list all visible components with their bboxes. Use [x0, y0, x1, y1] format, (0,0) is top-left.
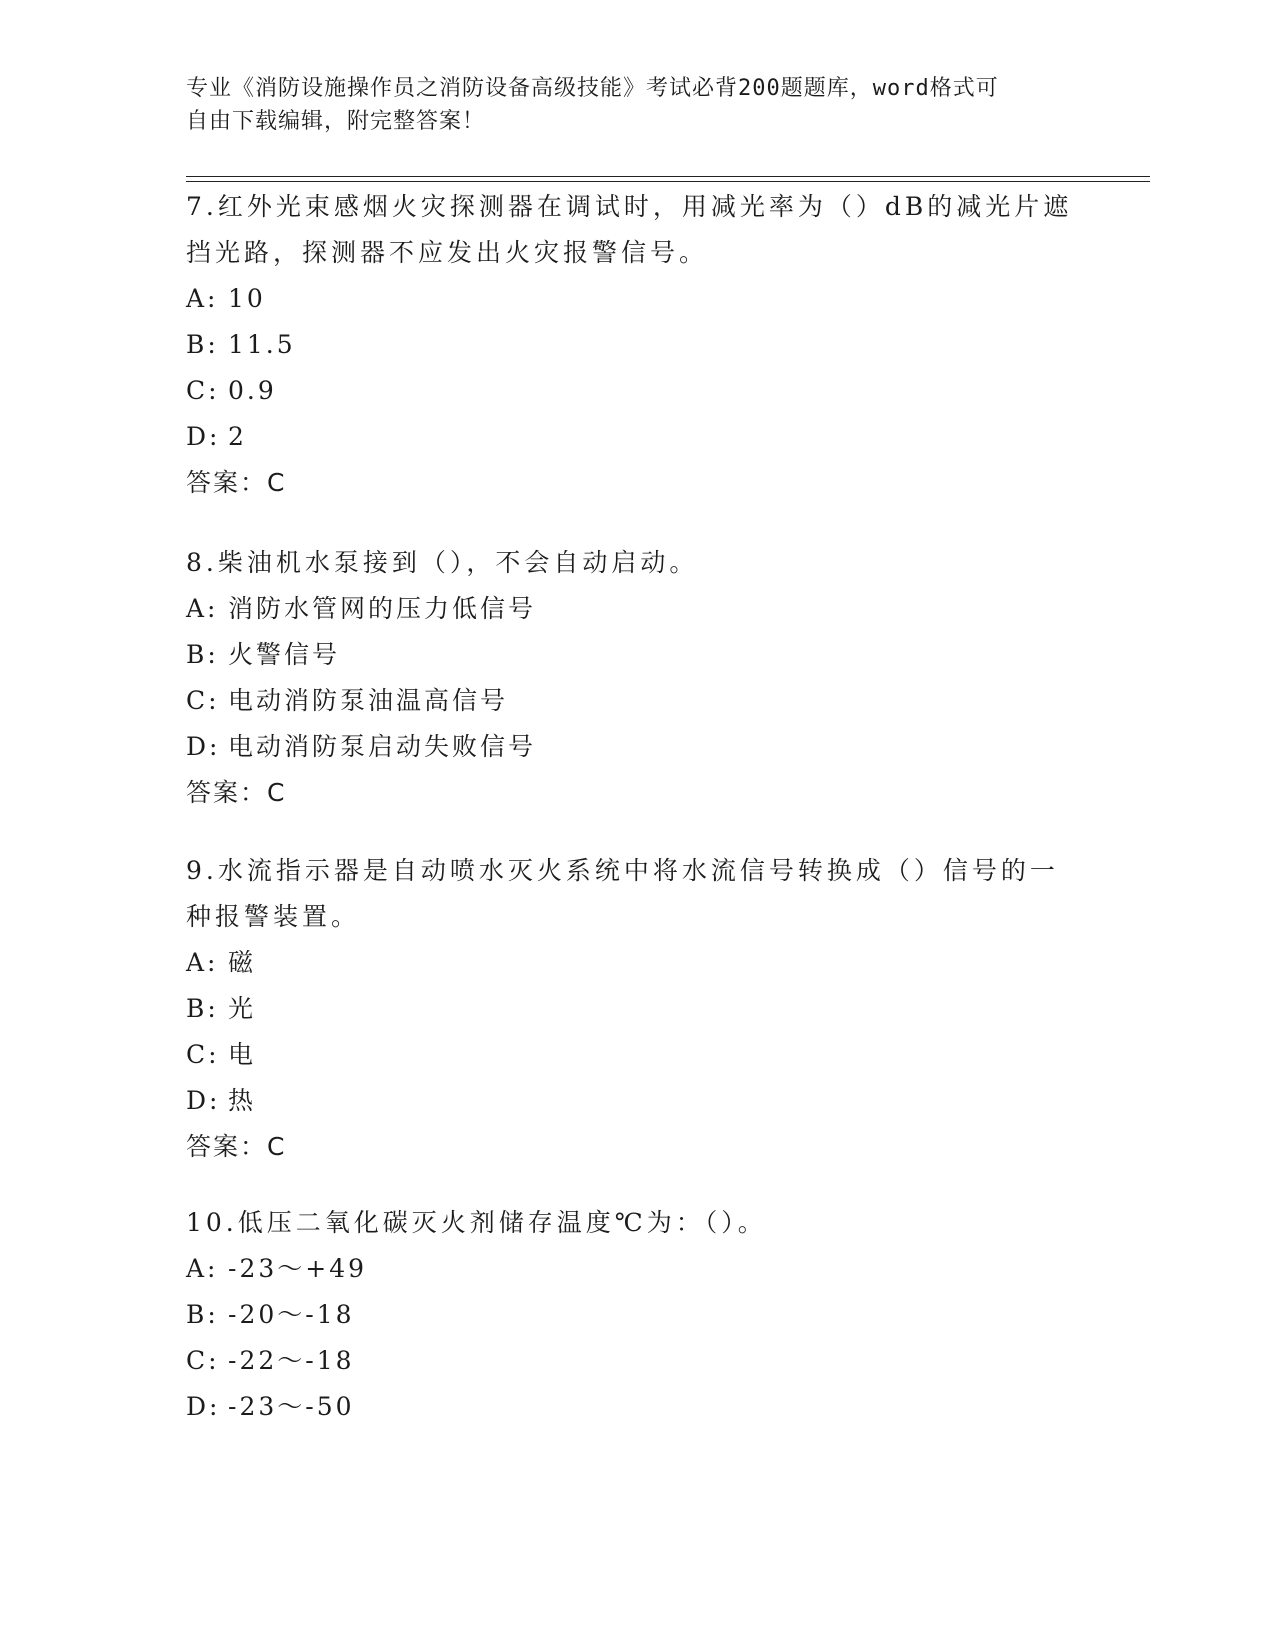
option-key: C:	[186, 1346, 220, 1375]
option-key: D:	[186, 1086, 221, 1115]
question-7	[186, 184, 1086, 506]
option-text: -20～-18	[228, 1300, 355, 1329]
option-a	[186, 940, 1086, 986]
option-b	[186, 322, 1086, 368]
question-stem-line: 7.红外光束感烟火灾探测器在调试时，用减光率为（）dB的减光片遮	[186, 192, 1073, 221]
option-text: -23～+49	[228, 1254, 368, 1283]
option-key: C:	[186, 1040, 220, 1069]
option-key: C:	[186, 686, 220, 715]
option-c	[186, 678, 1086, 724]
option-b	[186, 1292, 1086, 1338]
option-d	[186, 414, 1086, 460]
option-key: C:	[186, 376, 220, 405]
option-text: -22～-18	[228, 1346, 355, 1375]
option-key: A:	[186, 1254, 219, 1283]
option-text: 2	[228, 422, 247, 451]
question-stem-line: 9.水流指示器是自动喷水灭火系统中将水流信号转换成（）信号的一	[186, 856, 1059, 885]
option-text: 消防水管网的压力低信号	[228, 594, 537, 623]
option-b	[186, 986, 1086, 1032]
question-10	[186, 1200, 1086, 1430]
answer-line: 答案：C	[186, 778, 287, 807]
option-key: B:	[186, 1300, 219, 1329]
option-text: 11.5	[228, 330, 296, 359]
option-text: 磁	[228, 948, 257, 977]
option-d	[186, 724, 1086, 770]
option-key: A:	[186, 948, 219, 977]
question-8	[186, 540, 1086, 816]
option-text: 10	[228, 284, 266, 313]
option-a	[186, 1246, 1086, 1292]
document-header	[186, 72, 1086, 138]
question-stem	[186, 540, 1086, 586]
option-text: -23～-50	[228, 1392, 355, 1421]
option-text: 电动消防泵油温高信号	[228, 686, 509, 715]
option-text: 热	[228, 1086, 257, 1115]
question-stem	[186, 184, 1086, 276]
question-stem-line: 10.低压二氧化碳灭火剂储存温度℃为：（）。	[186, 1208, 767, 1237]
option-d	[186, 1078, 1086, 1124]
option-a	[186, 276, 1086, 322]
option-c	[186, 1338, 1086, 1384]
option-d	[186, 1384, 1086, 1430]
question-stem-line: 种报警装置。	[186, 902, 361, 931]
header-line: 自由下载编辑，附完整答案！	[186, 109, 486, 134]
header-line: 专业《消防设施操作员之消防设备高级技能》考试必背200题题库，word格式可	[186, 76, 999, 101]
option-text: 火警信号	[228, 640, 341, 669]
question-stem-line: 8.柴油机水泵接到（），不会自动启动。	[186, 548, 699, 577]
header-divider	[186, 176, 1150, 177]
option-key: A:	[186, 284, 219, 313]
option-text: 电动消防泵启动失败信号	[228, 732, 537, 761]
option-key: B:	[186, 640, 219, 669]
answer-line: 答案：C	[186, 468, 287, 497]
option-key: B:	[186, 994, 219, 1023]
option-key: D:	[186, 1392, 221, 1421]
option-key: D:	[186, 422, 221, 451]
option-key: A:	[186, 594, 219, 623]
option-c	[186, 368, 1086, 414]
option-c	[186, 1032, 1086, 1078]
option-text: 光	[228, 994, 257, 1023]
answer-line: 答案：C	[186, 1132, 287, 1161]
option-key: B:	[186, 330, 219, 359]
option-b	[186, 632, 1086, 678]
question-9	[186, 848, 1086, 1170]
option-a	[186, 586, 1086, 632]
option-text: 电	[228, 1040, 257, 1069]
option-key: D:	[186, 732, 221, 761]
question-stem	[186, 1200, 1086, 1246]
question-stem-line: 挡光路，探测器不应发出火灾报警信号。	[186, 238, 709, 267]
question-stem	[186, 848, 1086, 940]
header-divider	[186, 181, 1150, 182]
option-text: 0.9	[228, 376, 277, 405]
